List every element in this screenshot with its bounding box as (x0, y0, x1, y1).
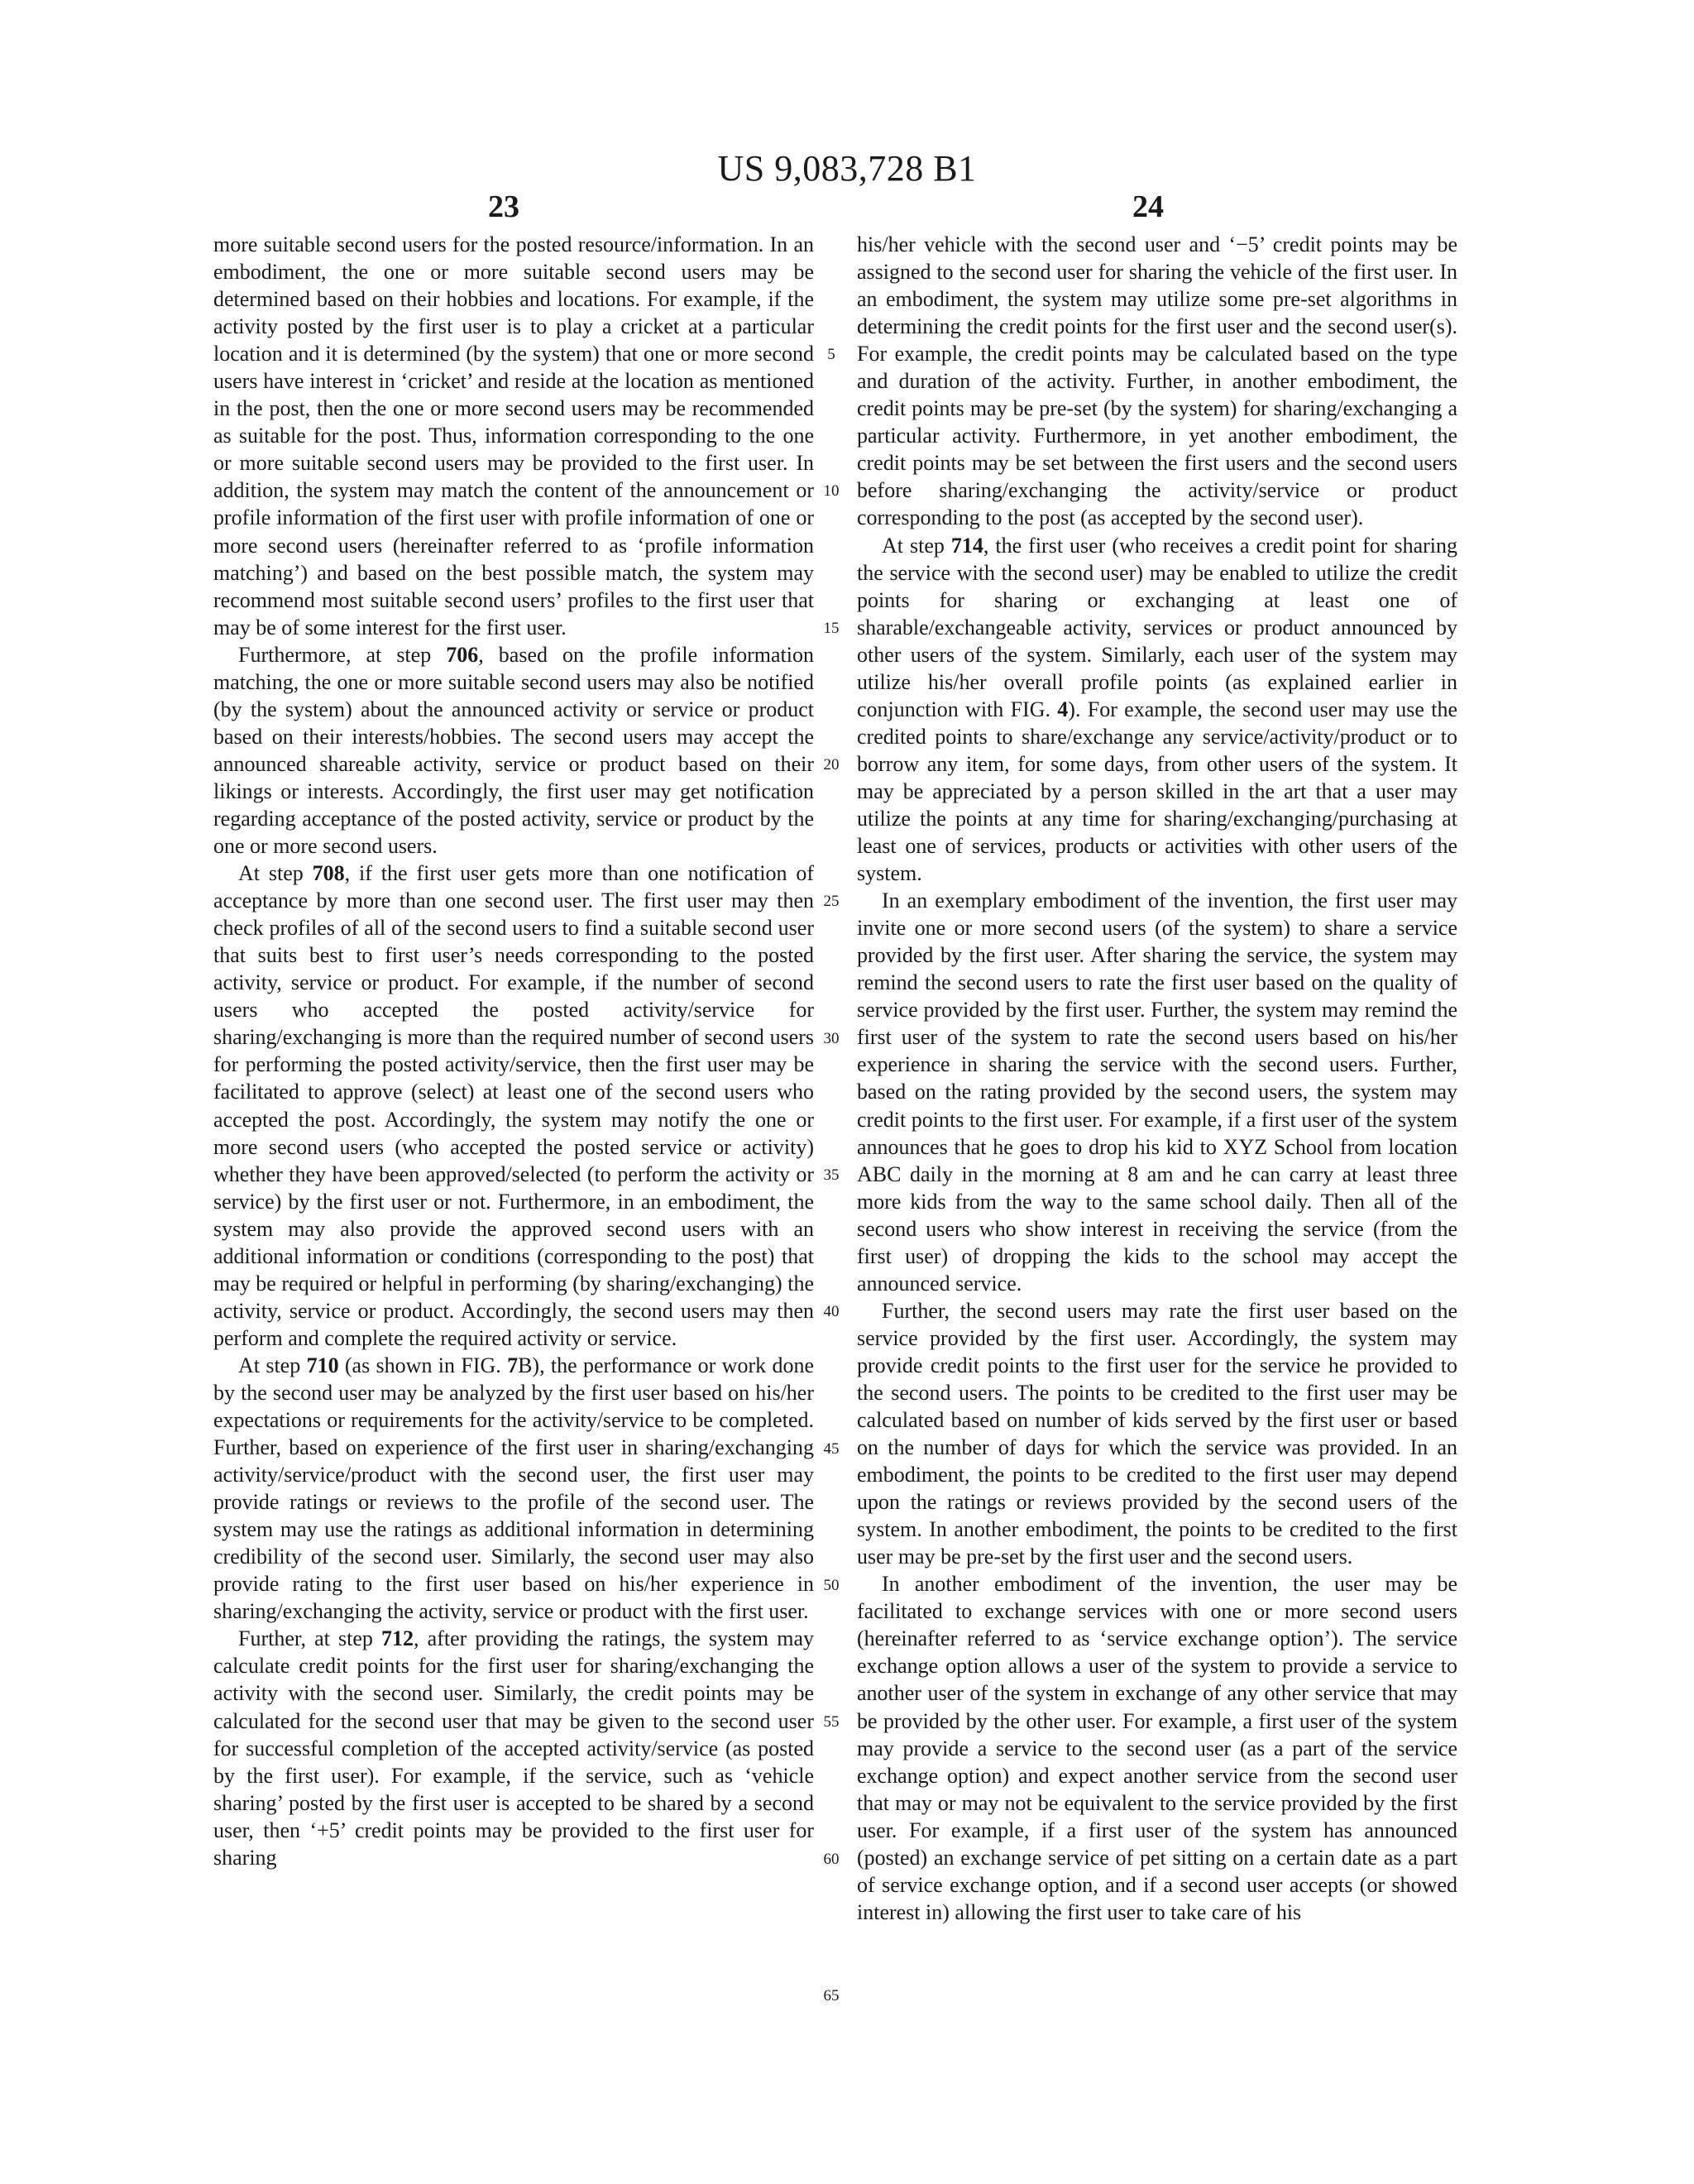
line-number: 40 (823, 1303, 840, 1320)
paragraph: In an exemplary embodiment of the invention, the first user may invite one or more second users (of the system) to share a service provided by the first user. After sharing the service, the system may remind the second users to rate the first user based on the quality of service provided by the first user. Further, the system may remind the first user of the system to rate the second users based on his/her experience in sharing the service with the second users. Further, based on the rating provided by the second users, the system may credit points to the first user. For example, if a first user of the system announces that he goes to drop his kid to XYZ School from location ABC daily in the morning at 8 am and he can carry at least three more kids from the way to the same school daily. Then all of the second users who show interest in receiving the service (from the first user) of dropping the kids to the school may accept the announced service. (857, 888, 1457, 1296)
figure-reference: 7 (507, 1353, 519, 1377)
paragraph: Further, at step 712, after providing the ratings, the system may calculate credit points for the first user for sharing/exchanging the activity with the second user. Similarly, the credit points may be calculated for the second user that may be given to the second user for successful completion of the accepted activity/service (as posted by the first user). For example, if the service, such as ‘vehicle sharing’ posted by the first user is accepted to be shared by a second user, then ‘+5’ credit points may be provided to the first user for sharing (213, 1626, 814, 1870)
left-column-number: 23 (488, 189, 519, 224)
paragraph: At step 714, the first user (who receives a credit point for sharing the service with the second user) may be enabled to utilize the credit points for sharing or exchanging at least one of sharable/exchangeable activity, services or product announced by other users of the system. Similarly, each user of the system may utilize his/her overall profile points (as explained earlier in conjunction with FIG. 4). For example, the second user may use the credited points to share/exchange any service/activity/product or to borrow any item, for some days, from other users of the system. It may be appreciated by a person skilled in the art that a user may utilize the points at any time for sharing/exchanging/purchasing at least one of services, products or activities with other users of the system. (857, 533, 1457, 886)
left-column-text (213, 231, 814, 1871)
line-number: 65 (823, 1987, 840, 2004)
paragraph: At step 710 (as shown in FIG. 7B), the performance or work done by the second user may be analyzed by the first user based on his/her expectations or requirements for the activity/service to be completed. Further, based on experience of the first user in sharing/exchanging activity/service/product with the second user, the first user may provide ratings or reviews to the profile of the second user. The system may use the ratings as additional information in determining credibility of the second user. Similarly, the second user may also provide rating to the first user based on his/her experience in sharing/exchanging the activity, service or product with the first user. (213, 1353, 814, 1624)
patent-number-header: US 9,083,728 B1 (717, 148, 977, 189)
line-number: 45 (823, 1440, 840, 1458)
line-number: 55 (823, 1713, 840, 1731)
right-column-number: 24 (1132, 189, 1164, 224)
line-number: 30 (823, 1030, 840, 1047)
paragraph: Further, the second users may rate the first user based on the service provided by the first user. Accordingly, the system may provide credit points to the first user for the service he provided to the second users. The points to be credited to the first user may be calculated based on number of kids served by the first user or based on the number of days for which the service was provided. In an embodiment, the points to be credited to the first user may depend upon the ratings or reviews provided by the second users of the system. In another embodiment, the points to be credited to the first user may be pre-set by the first user and the second users. (857, 1298, 1457, 1569)
step-reference: 710 (306, 1353, 339, 1377)
paragraph: At step 708, if the first user gets more than one notification of acceptance by more than one second user. The first user may then check profiles of all of the second users to find a suitable second user that suits best to first user’s needs corresponding to the posted activity, service or product. For example, if the number of second users who accepted the posted activity/service for sharing/exchanging is more than the required number of second users for performing the posted activity/service, then the first user may be facilitated to approve (select) at least one of the second users who accepted the post. Accordingly, the system may notify the one or more second users (who accepted the posted service or activity) whether they have been approved/selected (to perform the activity or service) by the first user or not. Furthermore, in an embodiment, the system may also provide the approved second users with an additional information or conditions (corresponding to the post) that may be required or helpful in performing (by sharing/exchanging) the activity, service or product. Accordingly, the second users may then perform and complete the required activity or service. (213, 861, 814, 1350)
figure-reference: 4 (1057, 697, 1069, 721)
paragraph: more suitable second users for the posted resource/information. In an embodiment, the one or more suitable second users may be determined based on their hobbies and locations. For example, if the activity posted by the first user is to play a cricket at a particular location and it is determined (by the system) that one or more second users have interest in ‘cricket’ and reside at the location as mentioned in the post, then the one or more second users may be recommended as suitable for the post. Thus, information corresponding to the one or more suitable second users may be provided to the first user. In addition, the system may match the content of the announcement or profile information of the first user with profile information of one or more second users (hereinafter referred to as ‘profile information matching’) and based on the best possible match, the system may recommend most suitable second users’ profiles to the first user that may be of some interest for the first user. (213, 232, 814, 639)
line-number: 60 (823, 1851, 840, 1868)
paragraph: his/her vehicle with the second user and ‘−5’ credit points may be assigned to the second user for sharing the vehicle of the first user. In an embodiment, the system may utilize some pre-set algorithms in determining the credit points for the first user and the second user(s). For example, the credit points may be calculated based on the type and duration of the activity. Further, in another embodiment, the credit points may be pre-set (by the system) for sharing/exchanging a particular activity. Furthermore, in yet another embodiment, the credit points may be set between the first users and the second users before sharing/exchanging the activity/service or product corresponding to the post (as accepted by the second user). (857, 232, 1457, 530)
step-reference: 706 (446, 642, 479, 667)
step-reference: 712 (381, 1626, 414, 1651)
line-number: 25 (823, 893, 840, 910)
right-column-text (857, 231, 1457, 1926)
paragraph: Furthermore, at step 706, based on the profile information matching, the one or more suitable second users may also be notified (by the system) about the announced activity or service or product based on their interests/hobbies. The second users may accept the announced shareable activity, service or product based on their likings or interests. Accordingly, the first user may get notification regarding acceptance of the posted activity, service or product by the one or more second users. (213, 642, 814, 859)
line-number: 5 (827, 346, 835, 363)
paragraph: In another embodiment of the invention, the user may be facilitated to exchange services with one or more second users (hereinafter referred to as ‘service exchange option’). The service exchange option allows a user of the system to provide a service to another user of the system in exchange of any other service that may be provided by the other user. For example, a first user of the system may provide a service to the second user (as a part of the service exchange option) and expect another service from the second user that may or may not be equivalent to the service provided by the first user. For example, if a first user of the system has announced (posted) an exchange service of pet sitting on a certain date as a part of service exchange option, and if a second user accepts (or showed interest in) allowing the first user to take care of his (857, 1572, 1457, 1924)
line-number: 50 (823, 1577, 840, 1594)
line-number: 15 (823, 620, 840, 637)
line-number: 20 (823, 756, 840, 774)
step-reference: 714 (950, 533, 983, 558)
step-reference: 708 (312, 861, 345, 886)
line-number: 35 (823, 1166, 840, 1184)
line-number: 10 (823, 482, 840, 500)
